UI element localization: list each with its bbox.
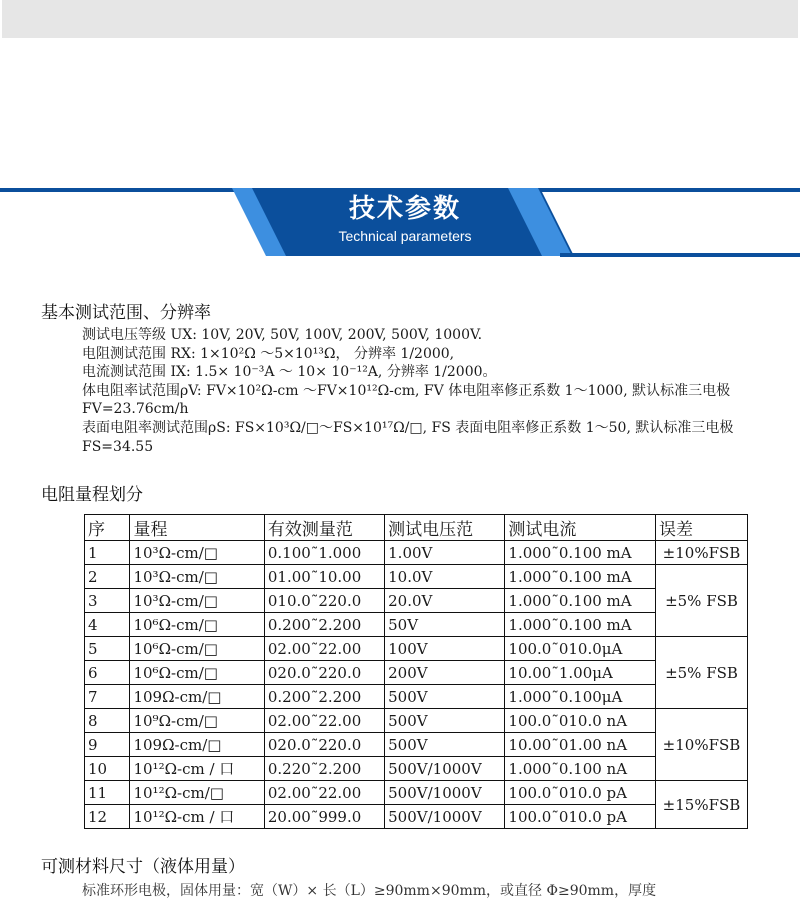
cell-voltage: 500V xyxy=(385,685,505,709)
section-heading-range-table: 电阻量程划分 xyxy=(41,485,143,505)
col-header-error: 误差 xyxy=(655,515,747,541)
cell-voltage: 500V/1000V xyxy=(385,805,505,829)
cell-effective: 0.220˜2.200 xyxy=(264,757,384,781)
cell-error: ±5% FSB xyxy=(655,565,747,637)
cell-range: 10¹²Ω-cm/□ xyxy=(130,781,264,805)
table-row xyxy=(85,709,748,733)
cell-voltage: 20.0V xyxy=(385,589,505,613)
cell-current: 10.00˜1.00μA xyxy=(505,661,656,685)
col-header-no: 序 xyxy=(85,515,130,541)
cell-effective: 01.00˜10.00 xyxy=(264,565,384,589)
cell-current: 1.000˜0.100 mA xyxy=(505,613,656,637)
banner-title: 技术参数 xyxy=(348,194,461,224)
cell-effective: 010.0˜220.0 xyxy=(264,589,384,613)
cell-effective: 02.00˜22.00 xyxy=(264,637,384,661)
table-row xyxy=(85,541,748,565)
cell-current: 100.0˜010.0 nA xyxy=(505,709,656,733)
table-row xyxy=(85,733,748,757)
cell-no: 10 xyxy=(85,757,130,781)
cell-effective: 20.00˜999.0 xyxy=(264,805,384,829)
resistance-range-table xyxy=(84,514,748,829)
cell-no: 2 xyxy=(85,565,130,589)
table-row xyxy=(85,565,748,589)
cell-range: 10⁹Ω-cm/□ xyxy=(130,709,264,733)
cell-voltage: 10.0V xyxy=(385,565,505,589)
cell-voltage: 500V/1000V xyxy=(385,781,505,805)
cell-error: ±10%FSB xyxy=(655,541,747,565)
cell-no: 8 xyxy=(85,709,130,733)
cell-no: 6 xyxy=(85,661,130,685)
cell-voltage: 50V xyxy=(385,613,505,637)
cell-range: 10¹²Ω-cm / 口 xyxy=(130,757,264,781)
section-heading-basic-range: 基本测试范围、分辨率 xyxy=(41,303,211,323)
cell-range: 10³Ω-cm/□ xyxy=(130,589,264,613)
cell-no: 7 xyxy=(85,685,130,709)
section-heading-material-size: 可测材料尺寸（液体用量） xyxy=(41,857,245,877)
col-header-voltage: 测试电压范 xyxy=(385,515,505,541)
spec-line-voltage: 测试电压等级 UX: 10V, 20V, 50V, 100V, 200V, 500V, 1000V. xyxy=(82,327,483,343)
cell-no: 5 xyxy=(85,637,130,661)
cell-current: 10.00˜01.00 nA xyxy=(505,733,656,757)
spec-list xyxy=(82,326,752,456)
cell-current: 1.000˜0.100 mA xyxy=(505,589,656,613)
cell-no: 12 xyxy=(85,805,130,829)
banner-subtitle: Technical parameters xyxy=(338,228,472,244)
cell-voltage: 500V/1000V xyxy=(385,757,505,781)
cell-effective: 020.0˜220.0 xyxy=(264,733,384,757)
table-row xyxy=(85,757,748,781)
cell-current: 1.000˜0.100 nA xyxy=(505,757,656,781)
cell-no: 3 xyxy=(85,589,130,613)
cell-effective: 0.200˜2.200 xyxy=(264,685,384,709)
col-header-range: 量程 xyxy=(130,515,264,541)
cell-voltage: 200V xyxy=(385,661,505,685)
col-header-effective: 有效测量范 xyxy=(264,515,384,541)
cell-current: 100.0˜010.0 pA xyxy=(505,805,656,829)
cell-voltage: 1.00V xyxy=(385,541,505,565)
spec-line-current: 电流测试范围 IX: 1.5× 10⁻³A ～ 10× 10⁻¹²A, 分辨率 1/2000。 xyxy=(82,364,497,381)
cell-current: 1.000˜0.100 mA xyxy=(505,565,656,589)
cell-range: 109Ω-cm/□ xyxy=(130,733,264,757)
cell-no: 9 xyxy=(85,733,130,757)
cell-current: 100.0˜010.0 pA xyxy=(505,781,656,805)
cell-range: 10⁶Ω-cm/□ xyxy=(130,637,264,661)
cell-error: ±10%FSB xyxy=(655,709,747,781)
cell-voltage: 500V xyxy=(385,709,505,733)
cell-effective: 0.200˜2.200 xyxy=(264,613,384,637)
col-header-current: 测试电流 xyxy=(505,515,656,541)
cell-range: 10³Ω-cm/□ xyxy=(130,565,264,589)
cell-range: 109Ω-cm/□ xyxy=(130,685,264,709)
table-row xyxy=(85,781,748,805)
table-row xyxy=(85,613,748,637)
cell-no: 1 xyxy=(85,541,130,565)
cell-no: 11 xyxy=(85,781,130,805)
table-row xyxy=(85,685,748,709)
spec-line-resistance: 电阻测试范围 RX: 1×10²Ω ～5×10¹³Ω， 分辨率 1/2000, xyxy=(82,345,455,362)
top-gray-bar xyxy=(2,0,798,38)
material-size-line: 标准环形电极，固体用量：宽（W）× 长（L）≥90mm×90mm，或直径 Φ≥90mm，厚度 xyxy=(82,883,657,899)
spec-line-volume-resistivity: 体电阻率试范围ρV: FV×10²Ω-cm ～FV×10¹²Ω-cm, FV 体电阻率修正系数 1～1000, 默认标准三电极 FV=23.76cm/h xyxy=(82,382,731,418)
spec-line-surface-resistivity: 表面电阻率测试范围ρS: FS×10³Ω/□～FS×10¹⁷Ω/□, FS 表面电阻率修正系数 1～50, 默认标准三电极 FS=34.55 xyxy=(82,419,734,455)
cell-effective: 02.00˜22.00 xyxy=(264,709,384,733)
table-row xyxy=(85,661,748,685)
cell-voltage: 100V xyxy=(385,637,505,661)
cell-voltage: 500V xyxy=(385,733,505,757)
cell-no: 4 xyxy=(85,613,130,637)
cell-range: 10⁶Ω-cm/□ xyxy=(130,613,264,637)
table-row xyxy=(85,805,748,829)
table-row xyxy=(85,637,748,661)
cell-effective: 02.00˜22.00 xyxy=(264,781,384,805)
cell-range: 10⁶Ω-cm/□ xyxy=(130,661,264,685)
banner-rule-bottom xyxy=(560,253,800,257)
cell-current: 1.000˜0.100 mA xyxy=(505,541,656,565)
cell-effective: 020.0˜220.0 xyxy=(264,661,384,685)
table-header-row xyxy=(85,515,748,541)
cell-range: 10³Ω-cm/□ xyxy=(130,541,264,565)
cell-current: 1.000˜0.100μA xyxy=(505,685,656,709)
cell-effective: 0.100˜1.000 xyxy=(264,541,384,565)
cell-error: ±5% FSB xyxy=(655,637,747,709)
cell-current: 100.0˜010.0μA xyxy=(505,637,656,661)
cell-error: ±15%FSB xyxy=(655,781,747,829)
cell-range: 10¹²Ω-cm / 口 xyxy=(130,805,264,829)
table-row xyxy=(85,589,748,613)
